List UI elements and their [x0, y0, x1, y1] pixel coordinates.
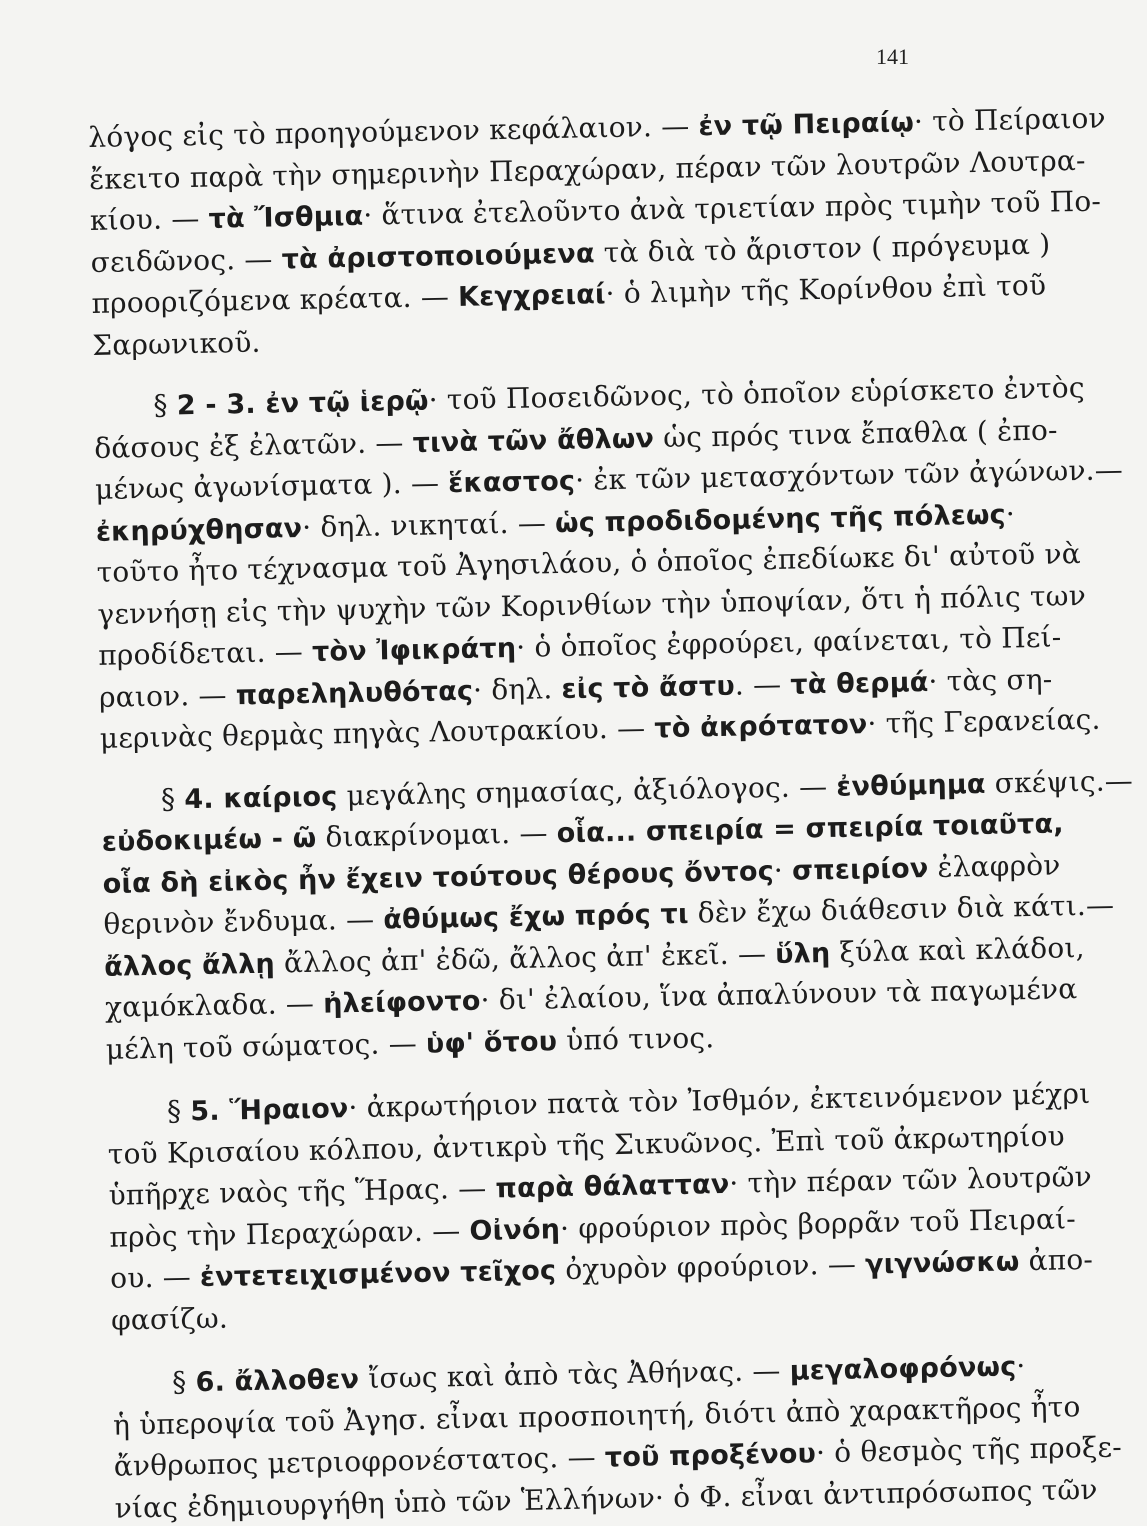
- text-run: · φρούριον πρὸς βορρᾶν τοῦ Πειραί-: [559, 1201, 1077, 1245]
- bold-term: ἐν τῷ Πειραίῳ: [698, 107, 915, 143]
- bold-term: τινὰ τῶν ἄθλων: [412, 422, 655, 459]
- text-run: §: [153, 388, 178, 422]
- bold-term: ὑφ' ὅτου: [425, 1025, 558, 1060]
- bold-term: οἷα δὴ εἰκὸς ἦν ἔχειν τούτους θέρους ὄντος: [102, 855, 775, 900]
- text-line: [92, 324, 261, 363]
- bold-term: γιγνώσκω: [864, 1246, 1020, 1281]
- text-line: [105, 1020, 714, 1068]
- text-run: δὲν ἔχω διάθεσιν διὰ κάτι.—: [688, 888, 1115, 930]
- bold-term: τὰ Ἴσθμια: [208, 200, 364, 235]
- text-run: τοῦτο ἦτο τέχνασμα τοῦ Ἀγησιλάου, ὁ ὁποῖος ἐπεδίωκε δι' αὐτοῦ νὰ: [96, 537, 1082, 589]
- text-run: διακρίνομαι. —: [315, 816, 558, 854]
- text-run: · ὁ θεσμὸς τῆς προξε-: [815, 1430, 1123, 1470]
- text-run: τὰ διὰ τὸ ἄριστον ( πρόγευμα ): [594, 227, 1051, 269]
- text-run: μέλη τοῦ σώματος. —: [105, 1026, 427, 1066]
- text-run: ὀχυρὸν φρούριον. —: [555, 1247, 866, 1287]
- bold-term: εὐδοκιμέω - ῶ: [101, 822, 317, 858]
- bold-term: ἕκαστος: [447, 465, 576, 500]
- text-run: ·: [1016, 1349, 1026, 1383]
- text-run: · ἐκ τῶν μετασχόντων τῶν ἀγώνων.—: [574, 453, 1124, 497]
- text-run: §: [160, 781, 185, 816]
- text-run: ·: [773, 853, 793, 887]
- text-run: σειδῶνος. —: [90, 241, 282, 279]
- text-run: · ὁ ὁποῖος ἐφρούρει, φαίνεται, τὸ Πεί-: [515, 620, 1062, 664]
- text-run: · τὸ Πείραιον: [913, 101, 1107, 139]
- bold-term: εἰς τὸ ἄστυ: [561, 670, 736, 705]
- bold-term: σπειρίον: [791, 852, 929, 887]
- text-run: μεγάλης σημασίας, ἀξιόλογος. —: [337, 769, 837, 812]
- bold-term: ὕλη: [774, 937, 831, 970]
- text-run: μερινὰς θερμὰς πηγὰς Λουτρακίου. —: [99, 711, 655, 755]
- text-run: δάσους ἐξ ἐλατῶν. —: [93, 425, 413, 465]
- text-run: νίας ἐδημιουργήθη ὑπὸ τῶν Ἑλλήνων· ὁ Φ. εἶναι ἀντιπρόσωπος τῶν: [114, 1472, 1098, 1525]
- text-run: ὑπό τινος.: [556, 1020, 715, 1057]
- bold-term: Οἰνόη: [469, 1213, 561, 1247]
- bold-term: Κεγχρειαί: [457, 279, 606, 313]
- text-run: τοῦ Κρισαίου κόλπου, ἀντικρὺ τῆς Σικυῶνος. Ἐπὶ τοῦ ἀκρωτηρίου: [107, 1118, 1066, 1171]
- bold-term: 2 - 3. ἐν τῷ ἱερῷ: [176, 385, 429, 422]
- text-run: ἴσως καὶ ἀπὸ τὰς Ἀθήνας. —: [358, 1353, 790, 1396]
- text-run: · ἅτινα ἐτελοῦντο ἀνὰ τριετίαν πρὸς τιμὴν τοῦ Πο-: [362, 184, 1102, 232]
- text-run: ἀπο-: [1019, 1242, 1094, 1278]
- bold-term: τὰ θερμά: [790, 666, 929, 701]
- bold-term: ὡς προδιδομένης τῆς πόλεως: [554, 498, 1007, 539]
- text-run: §: [166, 1094, 191, 1128]
- text-run: γεννήσῃ εἰς τὴν ψυχὴν τῶν Κορινθίων τὴν ὑποψίαν, ὅτι ἡ πόλις των: [97, 578, 1087, 631]
- text-run: ἐλαφρὸν: [928, 847, 1061, 884]
- text-run: ἄνθρωπος μετριοφρονέστατος. —: [113, 1440, 606, 1483]
- text-run: . —: [734, 667, 791, 702]
- text-run: ραιον. —: [98, 677, 237, 714]
- bold-term: τὸν Ἰφικράτη: [311, 632, 517, 668]
- text-run: φασίζω.: [110, 1301, 229, 1337]
- bold-term: ἐκηρύχθησαν: [95, 512, 303, 548]
- bold-term: 4. καίριος: [184, 780, 338, 815]
- bold-term: ἐντετειχισμένον τεῖχος: [199, 1255, 557, 1294]
- text-run: · τὰς ση-: [928, 662, 1053, 698]
- bold-term: παρὰ θάλατταν: [495, 1168, 730, 1205]
- text-run: ὑπῆρχε ναὸς τῆς Ἥρας. —: [108, 1171, 496, 1212]
- text-run: προδίδεται. —: [97, 634, 313, 672]
- text-run: χαμόκλαδα. —: [104, 986, 324, 1024]
- bold-term: ἄλλος ἄλλῃ: [103, 948, 276, 983]
- page-number: 141: [876, 44, 909, 69]
- text-run: · τοῦ Ποσειδῶνος, τὸ ὁποῖον εὑρίσκετο ἐντὸς: [428, 370, 1085, 417]
- text-run: Σαρωνικοῦ.: [92, 325, 261, 362]
- text-run: λόγος εἰς τὸ προηγούμενον κεφάλαιον. —: [88, 109, 699, 154]
- text-run: §: [171, 1365, 196, 1399]
- text-run: ου. —: [109, 1260, 201, 1295]
- text-run: πρὸς τὴν Περαχώραν. —: [109, 1213, 470, 1254]
- text-run: ἔκειτο παρὰ τὴν σημερινὴν Περαχώραν, πέραν τῶν λουτρῶν Λουτρα-: [88, 143, 1086, 196]
- bold-term: τὸ ἀκρότατον: [654, 709, 868, 745]
- text-run: · τὴν πέραν τῶν λουτρῶν: [729, 1159, 1093, 1200]
- text-run: ξύλα καὶ κλάδοι,: [829, 930, 1085, 969]
- bold-term: μεγαλοφρόνως: [789, 1351, 1017, 1387]
- text-run: σκέψις.—: [985, 763, 1134, 800]
- text-run: ἡ ὑπεροψία τοῦ Ἀγησ. εἶναι προσποιητή, διότι ἀπὸ χαρακτῆρος ἦτο: [112, 1389, 1081, 1442]
- text-run: κίου. —: [89, 201, 209, 237]
- text-run: · δηλ.: [472, 671, 562, 707]
- text-block: [88, 101, 1134, 1525]
- bold-term: τοῦ προξένου: [604, 1438, 817, 1474]
- text-run: · ὁ λιμὴν τῆς Κορίνθου ἐπὶ τοῦ: [605, 268, 1047, 311]
- text-run: ὡς πρός τινα ἔπαθλα ( ἐπο-: [653, 412, 1058, 454]
- bold-term: οἷα... σπειρία = σπειρία τοιαῦτα,: [556, 808, 1064, 850]
- bold-term: ἐνθύμημα: [836, 768, 986, 803]
- bold-term: ἀθύμως ἔχω πρός τι: [383, 898, 689, 936]
- bold-term: ἠλείφοντο: [322, 985, 481, 1020]
- text-run: μένως ἀγωνίσματα ). —: [94, 466, 449, 506]
- text-run: · τῆς Γερανείας.: [867, 702, 1101, 741]
- text-run: · ἀκρωτήριον πατὰ τὸν Ἰσθμόν, ἐκτεινόμενον μέχρι: [348, 1076, 1091, 1125]
- text-line: [111, 1300, 229, 1338]
- text-run: θερινὸν ἔνδυμα. —: [103, 902, 384, 941]
- text-run: ἄλλος ἀπ' ἐδῶ, ἄλλος ἀπ' ἐκεῖ. —: [274, 936, 776, 980]
- bold-term: 6. ἄλλοθεν: [195, 1364, 360, 1399]
- bold-term: παρεληλυθότας: [235, 675, 474, 711]
- text-run: ·: [1005, 496, 1016, 530]
- text-run: προοριζόμενα κρέατα. —: [91, 279, 459, 320]
- text-run: · δηλ. νικηταί. —: [301, 505, 556, 544]
- bold-term: 5. Ἥραιον: [190, 1093, 349, 1128]
- text-run: · δι' ἐλαίου, ἵνα ἀπαλύνουν τὰ παγωμένα: [480, 972, 1078, 1017]
- bold-term: τὰ ἀριστοποιούμενα: [281, 237, 595, 275]
